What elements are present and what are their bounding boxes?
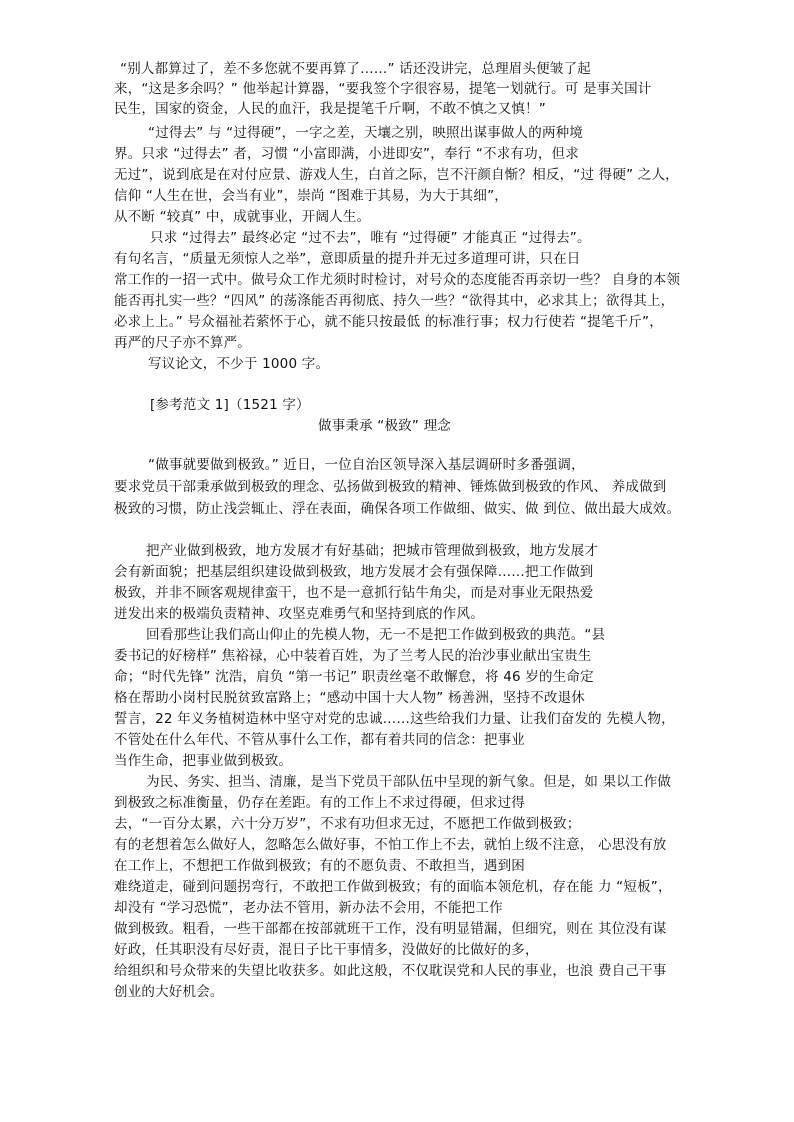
paragraph-line: 誓言，22 年义务植树造林中坚守对党的忠诚……这些给我们力量、让我们奋发的 先模人物，	[114, 711, 675, 727]
paragraph-line: 不管处在什么年代、不管从事什么工作，都有着共同的信念：把事业	[114, 732, 525, 748]
paragraph-line: 命；“时代先锋” 沈浩，肩负 “第一书记” 职责丝毫不敢懈怠，将 46 岁的生命定	[114, 669, 594, 685]
paragraph-line: 信仰 “人生在世，会当有业”，崇尚 “图难于其易，为大于其细”，	[114, 188, 508, 204]
paragraph-line: 极致，并非不顾客观规律蛮干，也不是一意抓行钻牛角尖，而是对事业无限热爱	[114, 585, 594, 601]
paragraph-line: 民生，国家的资金，人民的血汗，我是提笔千斤啊，不敢不慎之又慎！”	[114, 101, 546, 117]
paragraph-line: 给组织和号众带来的失望比收获多。如此这般，不仅耽误党和人民的事业，也浪 费自己干事	[114, 963, 667, 979]
writing-prompt: 写议论文，不少于 1000 字。	[148, 356, 330, 372]
paragraph-line: 从不断 “较真” 中，成就事业，开阔人生。	[114, 209, 371, 225]
paragraph-line: 会有新面貌；把基层组织建设做到极致，地方发展才会有强保障……把工作做到	[114, 564, 594, 580]
paragraph-line: 当作生命，把事业做到极致。	[114, 753, 293, 769]
paragraph-line: 去，“一百分太累，六十分万岁”，不求有功但求无过，不愿把工作做到极致；	[114, 816, 581, 832]
paragraph-line: 格在帮助小岗村民脱贫致富路上；“感动中国十大人物” 杨善洲，坚持不改退休	[114, 690, 585, 706]
paragraph-line: 把产业做到极致，地方发展才有好基础；把城市管理做到极致，地方发展才	[146, 543, 599, 559]
paragraph-line: 在工作上，不想把工作做到极致；有的不愿负责、不敢担当，遇到困	[114, 858, 525, 874]
paragraph-line: 委书记的好榜样” 焦裕禄，心中装着百姓，为了兰考人民的治沙事业献出宝贵生	[114, 648, 592, 664]
paragraph-line: 难绕道走，碰到问题拐弯行，不敢把工作做到极致；有的面临本领危机，存在能 力 “短板”，	[114, 879, 672, 895]
paragraph-line: 能否再扎实一些？“四风” 的荡涤能否再彻底、持久一些？“欲得其中，必求其上；欲得其上，	[114, 293, 675, 309]
paragraph-line: 只求 “过得去” 最终必定 “过不去”，唯有 “过得硬” 才能真正 “过得去”。	[150, 230, 591, 246]
paragraph-line: “过得去” 与 “过得硬”，一字之差，天壤之别，映照出谋事做人的两种境	[148, 125, 584, 141]
paragraph-line: 来，“这是多余吗？” 他举起计算器，“要我签个字很容易，提笔一划就行。可 是事关国计	[114, 81, 652, 97]
paragraph-line: 却没有 “学习恐慌”，老办法不管用，新办法不会用，不能把工作	[114, 900, 503, 916]
paragraph-line: 无过”，说到底是在对付应景、游戏人生，白首之际，岂不汗颜自惭？相反，“过 得硬” 之人，	[114, 167, 679, 183]
paragraph-line: 再严的尺子亦不算严。	[114, 335, 251, 351]
essay-title: 做事秉承 “极致” 理念	[318, 418, 451, 434]
paragraph-line: 迸发出来的极端负责精神、攻坚克难勇气和坚持到底的作风。	[114, 606, 484, 622]
paragraph-line: 创业的大好机会。	[114, 984, 224, 1000]
paragraph-line: 到极致之标准衡量，仍存在差距。有的工作上不求过得硬，但求过得	[114, 795, 525, 811]
paragraph-line: 极致的习惯，防止浅尝辄止、浮在表面，确保各项工作做细、做实、做 到位、做出最大成效。	[114, 501, 681, 517]
paragraph-line: 做到极致。粗看，一些干部都在按部就班干工作，没有明显错漏，但细究，则在 其位没有谋	[114, 921, 667, 937]
paragraph-line: 有句名言，“质量无须惊人之举”，意即质量的提升并无过多道理可讲，只在日	[114, 251, 581, 267]
paragraph-line: “做事就要做到极致。” 近日，一位自治区领导深入基层调研时多番强调，	[148, 457, 585, 473]
paragraph-line: “别人都算过了，差不多您就不要再算了……” 话还没讲完，总理眉头便皱了起	[120, 61, 591, 77]
paragraph-line: 要求党员干部秉承做到极致的理念、弘扬做到极致的精神、锤炼做到极致的作风、 养成做到	[114, 479, 667, 495]
paragraph-line: 常工作的一招一式中。做号众工作尤须时时检讨，对号众的态度能否再亲切一些？ 自身的本领	[114, 272, 681, 288]
reference-essay-label: [参考范文 1]（1521 字）	[150, 397, 310, 413]
paragraph-line: 回看那些让我们高山仰止的先模人物，无一不是把工作做到极致的典范。“县	[146, 627, 606, 643]
paragraph-line: 为民、务实、担当、清廉，是当下党员干部队伍中呈现的新气象。但是，如 果以工作做	[146, 774, 672, 790]
paragraph-line: 界。只求 “过得去” 者，习惯 “小富即满，小进即安”，奉行 “不求有功，但求	[114, 146, 579, 162]
paragraph-line: 好政，任其职没有尽好责，混日子比干事情多，没做好的比做好的多，	[114, 942, 539, 958]
paragraph-line: 必求上上。” 号众福祉若萦怀于心，就不能只按最低 的标准行事；权力行使若 “提笔千斤”，	[114, 314, 663, 330]
paragraph-line: 有的老想着怎么做好人，忽略怎么做好事，不怕工作上不去，就怕上级不注意， 心思没有放	[114, 837, 667, 853]
